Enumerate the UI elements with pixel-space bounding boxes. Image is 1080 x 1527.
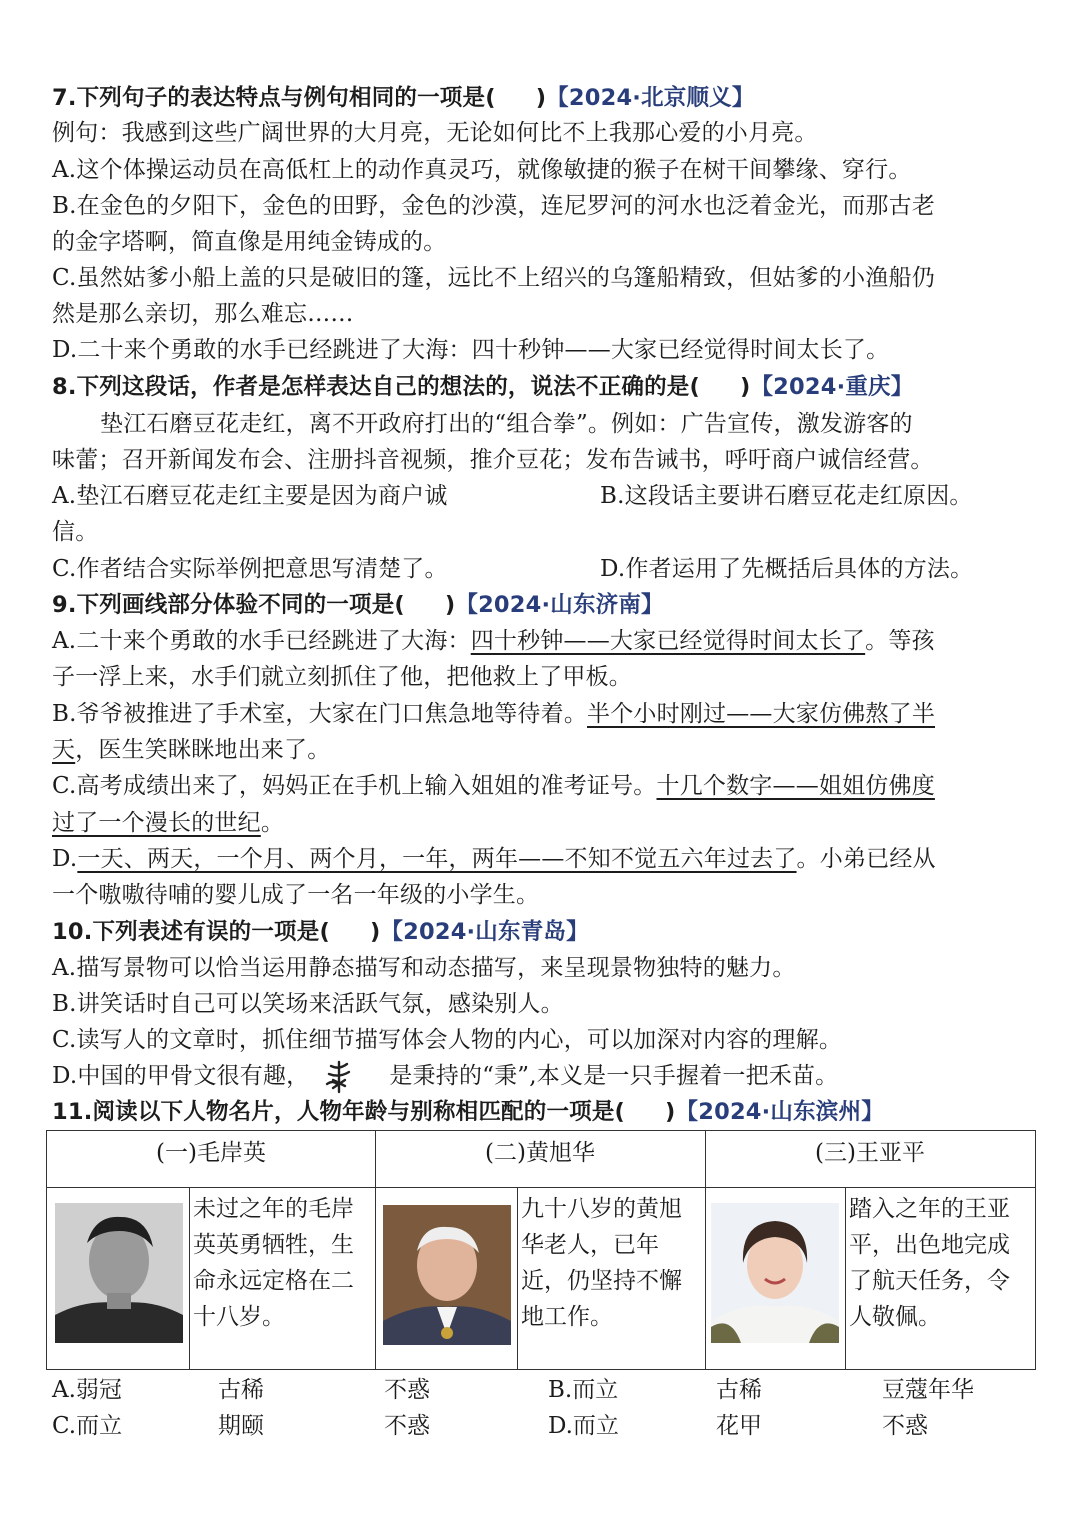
card-text-line: 平，出色地完成 [849, 1232, 1010, 1258]
q9-option-d-line1 [52, 841, 1032, 877]
card-text-line: 了航天任务，令 [849, 1268, 1010, 1294]
card-text-1 [193, 1191, 373, 1335]
q11-option-b-2: 古稀 [716, 1377, 762, 1403]
q9-a-text-end: 。等孩 [865, 628, 935, 654]
q7-close: ) [535, 85, 547, 111]
q9-a-text: A.二十来个勇敢的水手已经跳进了大海： [52, 628, 471, 654]
q9-option-a-line2: 子一浮上来，水手们就立刻抓住了他，把他救上了甲板。 [52, 664, 632, 690]
q7-source-tag: 【2024·北京顺义】 [546, 85, 755, 111]
q9-c-text-end: 。 [260, 810, 285, 836]
q7-title [52, 80, 1032, 116]
q10-title [52, 914, 1032, 950]
q8-source-tag: 【2024·重庆】 [750, 374, 914, 400]
q9-b-underlined-cont: 天 [52, 737, 76, 763]
table-divider [517, 1187, 518, 1369]
card-text-line: 近，仍坚持不懈 [521, 1268, 682, 1294]
q7-option-b-line1: B.在金色的夕阳下，金色的田野，金色的沙漠，连尼罗河的河水也泛着金光，而那古老 [52, 193, 936, 219]
q7-option-d: D.二十来个勇敢的水手已经跳进了大海：四十秒钟——大家已经觉得时间太长了。 [52, 337, 890, 363]
card-text-line: 地工作。 [521, 1304, 613, 1330]
q9-title [52, 587, 1032, 623]
q8-options-cd [52, 551, 1032, 587]
q9-option-c-line1 [52, 768, 1032, 804]
card-text-line: 未过之年的毛岸 [193, 1196, 354, 1222]
card-text-line: 九十八岁的黄旭 [521, 1196, 682, 1222]
q7-example: 例句：我感到这些广阔世界的大月亮，无论如何比不上我那心爱的小月亮。 [52, 120, 818, 146]
q8-options-ab [52, 478, 1032, 514]
q9-b-text: B.爷爷被推进了手术室，大家在门口焦急地等待着。 [52, 701, 588, 727]
q7-option-c-line1: C.虽然姑爹小船上盖的只是破旧的篷，远比不上绍兴的乌篷船精致，但姑爹的小渔船仍 [52, 265, 935, 291]
q9-d-underlined: 一天、两天，一个月、两个月，一年，两年——不知不觉五六年过去了 [77, 846, 797, 872]
q9-c-underlined: 十几个数字——姐姐仿佛度 [656, 773, 935, 799]
q9-d-text-end: 。小弟已经从 [796, 846, 936, 872]
q7-title-text: 7.下列句子的表达特点与例句相同的一项是( [52, 85, 496, 111]
card-text-3 [849, 1191, 1033, 1335]
q11-option-d-3: 不惑 [882, 1413, 928, 1439]
card-text-line: 命永远定格在二 [193, 1268, 354, 1294]
q9-source-tag: 【2024·山东济南】 [455, 592, 664, 618]
q9-option-b-line1 [52, 696, 1032, 732]
q8-paragraph-line2: 味蕾；召开新闻发布会、注册抖音视频，推介豆花；发布告诫书，呼吁商户诚信经营。 [52, 447, 934, 473]
q9-option-d-line2: 一个嗷嗷待哺的婴儿成了一名一年级的小学生。 [52, 882, 540, 908]
card-text-line: 踏入之年的王亚 [849, 1196, 1010, 1222]
q9-title-text: 9.下列画线部分体验不同的一项是( [52, 592, 405, 618]
q8-option-b: B.这段话主要讲石磨豆花走红原因。 [600, 483, 973, 509]
q7-option-c-line2: 然是那么亲切，那么难忘…… [52, 301, 354, 327]
q10-d-text-end: 是秉持的“秉”,本义是一只手握着一把禾苗。 [389, 1063, 839, 1089]
q10-title-text: 10.下列表述有误的一项是( [52, 919, 330, 945]
q11-close: ) [665, 1099, 676, 1125]
card-text-line: 英英勇牺牲，生 [193, 1232, 354, 1258]
q10-option-d [52, 1058, 1032, 1094]
card-text-2 [521, 1191, 703, 1335]
q8-option-a-line2: 信。 [52, 519, 99, 545]
q11-option-d-label: D.而立 [548, 1413, 619, 1439]
q11-title-text: 11.阅读以下人物名片，人物年龄与别称相匹配的一项是( [52, 1099, 626, 1125]
q11-option-a-3: 不惑 [384, 1377, 430, 1403]
table-divider [845, 1187, 846, 1369]
table-header-1: (一)毛岸英 [156, 1140, 266, 1166]
q8-option-d: D.作者运用了先概括后具体的方法。 [600, 556, 974, 582]
q10-close: ) [369, 919, 381, 945]
table-divider [47, 1187, 1035, 1188]
q11-option-c-3: 不惑 [384, 1413, 430, 1439]
q11-option-a-label: A.弱冠 [52, 1377, 122, 1403]
table-header-2: (二)黄旭华 [485, 1140, 595, 1166]
q7-option-a: A.这个体操运动员在高低杠上的动作真灵巧，就像敏捷的猴子在树干间攀缘、穿行。 [52, 157, 912, 183]
q11-option-c-label: C.而立 [52, 1413, 123, 1439]
portrait-photo-huang-xuhua [383, 1205, 511, 1345]
q11-option-c-2: 期颐 [218, 1413, 264, 1439]
q10-source-tag: 【2024·山东青岛】 [380, 919, 589, 945]
q8-title-text: 8.下列这段话，作者是怎样表达自己的想法的，说法不正确的是( [52, 374, 700, 400]
q11-title [52, 1094, 1032, 1130]
q9-b-text-end: ，医生笑眯眯地出来了。 [75, 737, 331, 763]
q9-d-label: D. [52, 846, 78, 872]
table-divider [189, 1187, 190, 1369]
portrait-photo-mao-anying [55, 1203, 183, 1343]
q7-option-b-line2: 的金字塔啊，简直像是用纯金铸成的。 [52, 229, 447, 255]
q9-b-underlined: 半个小时刚过——大家仿佛熬了半 [587, 701, 936, 727]
q10-d-text: D.中国的甲骨文很有趣， [52, 1063, 310, 1089]
portrait-photo-wang-yaping [711, 1203, 839, 1343]
q11-option-b-label: B.而立 [548, 1377, 619, 1403]
q10-option-c: C.读写人的文章时，抓住细节描写体会人物的内心，可以加深对内容的理解。 [52, 1027, 843, 1053]
q8-close: ) [740, 374, 751, 400]
table-header-3: (三)王亚平 [815, 1140, 925, 1166]
q8-option-c: C.作者结合实际举例把意思写清楚了。 [52, 556, 448, 582]
card-text-line: 华老人，已年 [521, 1232, 659, 1258]
q10-option-b: B.讲笑话时自己可以笑场来活跃气氛，感染别人。 [52, 991, 564, 1017]
q9-option-a-line1 [52, 623, 1032, 659]
card-text-line: 十八岁。 [193, 1304, 285, 1330]
q9-option-c-line2 [52, 805, 1032, 841]
q11-option-d-2: 花甲 [716, 1413, 762, 1439]
q8-option-a: A.垫江石磨豆花走红主要是因为商户诚 [52, 483, 448, 509]
q9-c-text: C.高考成绩出来了，妈妈正在手机上输入姐姐的准考证号。 [52, 773, 657, 799]
oracle-bone-glyph-icon [309, 1060, 389, 1094]
q9-option-b-line2 [52, 732, 1032, 768]
q10-option-a: A.描写景物可以恰当运用静态描写和动态描写，来呈现景物独特的魅力。 [52, 955, 796, 981]
q8-title [52, 369, 1032, 405]
card-text-line: 人敬佩。 [849, 1304, 941, 1330]
q9-c-underlined-cont: 过了一个漫长的世纪 [52, 810, 261, 836]
q9-a-underlined: 四十秒钟——大家已经觉得时间太长了 [470, 628, 866, 654]
q8-paragraph-line1: 垫江石磨豆花走红，离不开政府打出的“组合拳”。例如：广告宣传，激发游客的 [100, 411, 913, 437]
q11-source-tag: 【2024·山东滨州】 [675, 1099, 884, 1125]
q11-option-b-3: 豆蔻年华 [882, 1377, 974, 1403]
q11-option-a-2: 古稀 [218, 1377, 264, 1403]
q9-close: ) [444, 592, 456, 618]
person-card-table [46, 1130, 1036, 1370]
